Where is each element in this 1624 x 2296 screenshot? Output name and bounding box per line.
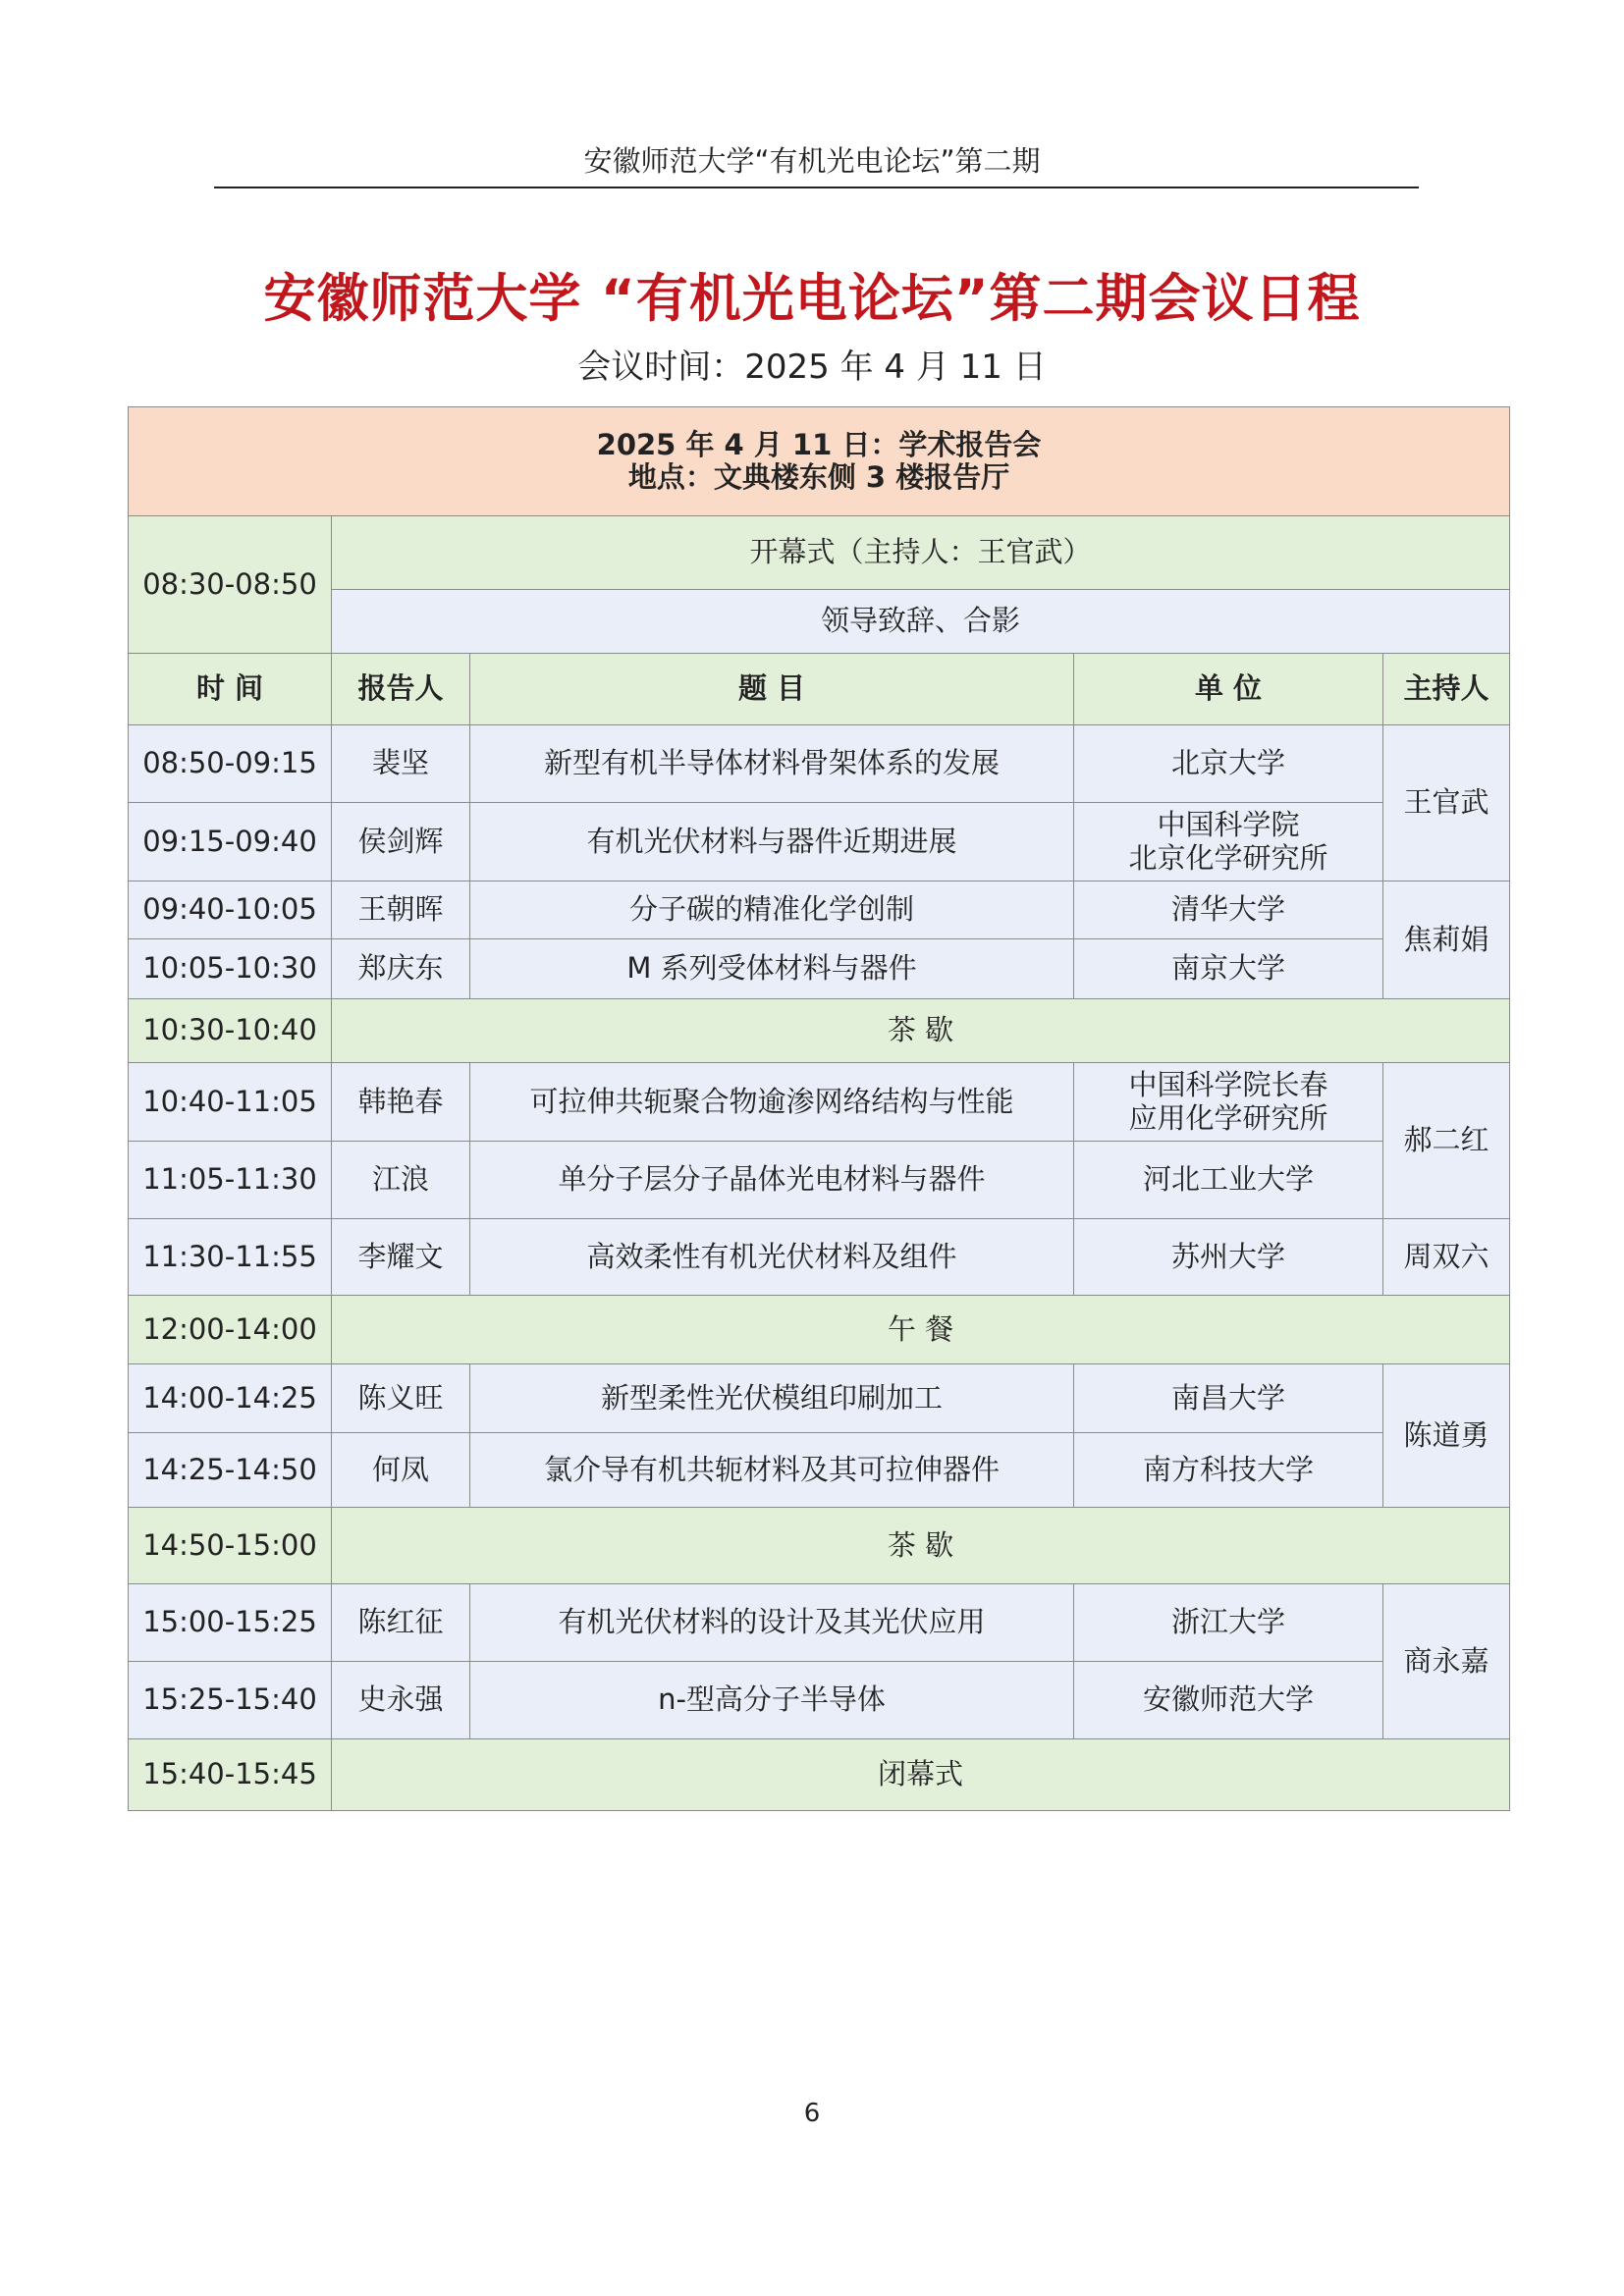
opening-time: 08:30-08:50 <box>129 516 332 654</box>
session-speaker: 侯剑辉 <box>332 803 470 881</box>
session-unit-line: 中国科学院长春 <box>1128 1068 1328 1102</box>
banner-date: 2025 年 4 月 11 日：学术报告会 <box>596 427 1042 461</box>
session-time: 11:05-11:30 <box>129 1142 332 1219</box>
break-time: 14:50-15:00 <box>129 1508 332 1584</box>
session-time: 14:25-14:50 <box>129 1433 332 1508</box>
session-unit: 河北工业大学 <box>1074 1142 1383 1219</box>
session-time: 08:50-09:15 <box>129 725 332 803</box>
session-topic: 分子碳的精准化学创制 <box>470 881 1074 939</box>
break-label: 闭幕式 <box>332 1739 1510 1811</box>
running-header: 安徽师范大学“有机光电论坛”第二期 <box>583 144 1041 178</box>
banner-row <box>129 407 1510 516</box>
session-topic: 单分子层分子晶体光电材料与器件 <box>470 1142 1074 1219</box>
session-time: 09:40-10:05 <box>129 881 332 939</box>
session-row <box>129 1584 1510 1662</box>
break-row <box>129 1296 1510 1364</box>
session-row <box>129 939 1510 999</box>
session-speaker: 江浪 <box>332 1142 470 1219</box>
session-time: 15:25-15:40 <box>129 1662 332 1739</box>
session-time: 10:05-10:30 <box>129 939 332 999</box>
opening-ceremony: 开幕式（主持人：王官武） <box>332 516 1510 590</box>
session-host: 周双六 <box>1383 1219 1510 1296</box>
session-host: 焦莉娟 <box>1383 881 1510 999</box>
session-speaker: 何凤 <box>332 1433 470 1508</box>
column-header-speaker: 报告人 <box>332 654 470 725</box>
break-time: 10:30-10:40 <box>129 999 332 1063</box>
schedule-table <box>128 406 1510 1811</box>
banner-cell <box>129 407 1510 516</box>
session-topic: n-型高分子半导体 <box>470 1662 1074 1739</box>
opening-row <box>129 516 1510 590</box>
session-unit-line: 北京化学研究所 <box>1128 840 1328 875</box>
session-time: 10:40-11:05 <box>129 1063 332 1142</box>
document-title: 安徽师范大学 “有机光电论坛”第二期会议日程 <box>263 269 1361 329</box>
session-unit: 苏州大学 <box>1074 1219 1383 1296</box>
session-time: 09:15-09:40 <box>129 803 332 881</box>
break-row <box>129 1739 1510 1811</box>
session-row <box>129 1433 1510 1508</box>
session-host: 陈道勇 <box>1383 1364 1510 1508</box>
break-label: 茶 歇 <box>332 999 1510 1063</box>
column-header-topic: 题 目 <box>470 654 1074 725</box>
break-label: 茶 歇 <box>332 1508 1510 1584</box>
session-host: 商永嘉 <box>1383 1584 1510 1739</box>
session-unit: 清华大学 <box>1074 881 1383 939</box>
session-unit: 南方科技大学 <box>1074 1433 1383 1508</box>
session-topic: 新型有机半导体材料骨架体系的发展 <box>470 725 1074 803</box>
session-unit: 北京大学 <box>1074 725 1383 803</box>
session-row <box>129 881 1510 939</box>
break-label: 午 餐 <box>332 1296 1510 1364</box>
opening-speech: 领导致辞、合影 <box>332 590 1510 654</box>
session-speaker: 陈义旺 <box>332 1364 470 1433</box>
session-row <box>129 1063 1510 1142</box>
session-speaker: 韩艳春 <box>332 1063 470 1142</box>
session-unit: 南昌大学 <box>1074 1364 1383 1433</box>
session-speaker: 史永强 <box>332 1662 470 1739</box>
session-speaker: 李耀文 <box>332 1219 470 1296</box>
session-unit: 浙江大学 <box>1074 1584 1383 1662</box>
session-topic: 可拉伸共轭聚合物逾渗网络结构与性能 <box>470 1063 1074 1142</box>
column-header-row <box>129 654 1510 725</box>
speech-row <box>129 590 1510 654</box>
session-speaker: 郑庆东 <box>332 939 470 999</box>
session-row <box>129 1142 1510 1219</box>
session-speaker: 陈红征 <box>332 1584 470 1662</box>
banner-location: 地点：文典楼东侧 3 楼报告厅 <box>627 460 1010 494</box>
session-topic: 高效柔性有机光伏材料及组件 <box>470 1219 1074 1296</box>
session-unit <box>1074 803 1383 881</box>
session-unit: 南京大学 <box>1074 939 1383 999</box>
break-row <box>129 999 1510 1063</box>
meeting-time: 会议时间：2025 年 4 月 11 日 <box>577 347 1047 387</box>
session-topic: 有机光伏材料与器件近期进展 <box>470 803 1074 881</box>
header-rule <box>214 187 1419 188</box>
session-topic: 新型柔性光伏模组印刷加工 <box>470 1364 1074 1433</box>
column-header-time: 时 间 <box>129 654 332 725</box>
column-header-host: 主持人 <box>1383 654 1510 725</box>
session-row <box>129 1364 1510 1433</box>
break-time: 12:00-14:00 <box>129 1296 332 1364</box>
break-time: 15:40-15:45 <box>129 1739 332 1811</box>
session-row <box>129 1662 1510 1739</box>
session-unit-line: 应用化学研究所 <box>1128 1100 1328 1135</box>
session-unit-line: 中国科学院 <box>1157 808 1300 842</box>
session-topic: M 系列受体材料与器件 <box>470 939 1074 999</box>
session-row <box>129 1219 1510 1296</box>
column-header-unit: 单 位 <box>1074 654 1383 725</box>
session-unit <box>1074 1063 1383 1142</box>
break-row <box>129 1508 1510 1584</box>
session-topic: 有机光伏材料的设计及其光伏应用 <box>470 1584 1074 1662</box>
session-unit: 安徽师范大学 <box>1074 1662 1383 1739</box>
session-topic: 氯介导有机共轭材料及其可拉伸器件 <box>470 1433 1074 1508</box>
session-row <box>129 725 1510 803</box>
session-host: 王官武 <box>1383 725 1510 881</box>
page-number: 6 <box>803 2099 821 2128</box>
session-speaker: 王朝晖 <box>332 881 470 939</box>
session-time: 14:00-14:25 <box>129 1364 332 1433</box>
session-time: 11:30-11:55 <box>129 1219 332 1296</box>
session-speaker: 裴坚 <box>332 725 470 803</box>
session-row <box>129 803 1510 881</box>
session-host: 郝二红 <box>1383 1063 1510 1219</box>
session-time: 15:00-15:25 <box>129 1584 332 1662</box>
